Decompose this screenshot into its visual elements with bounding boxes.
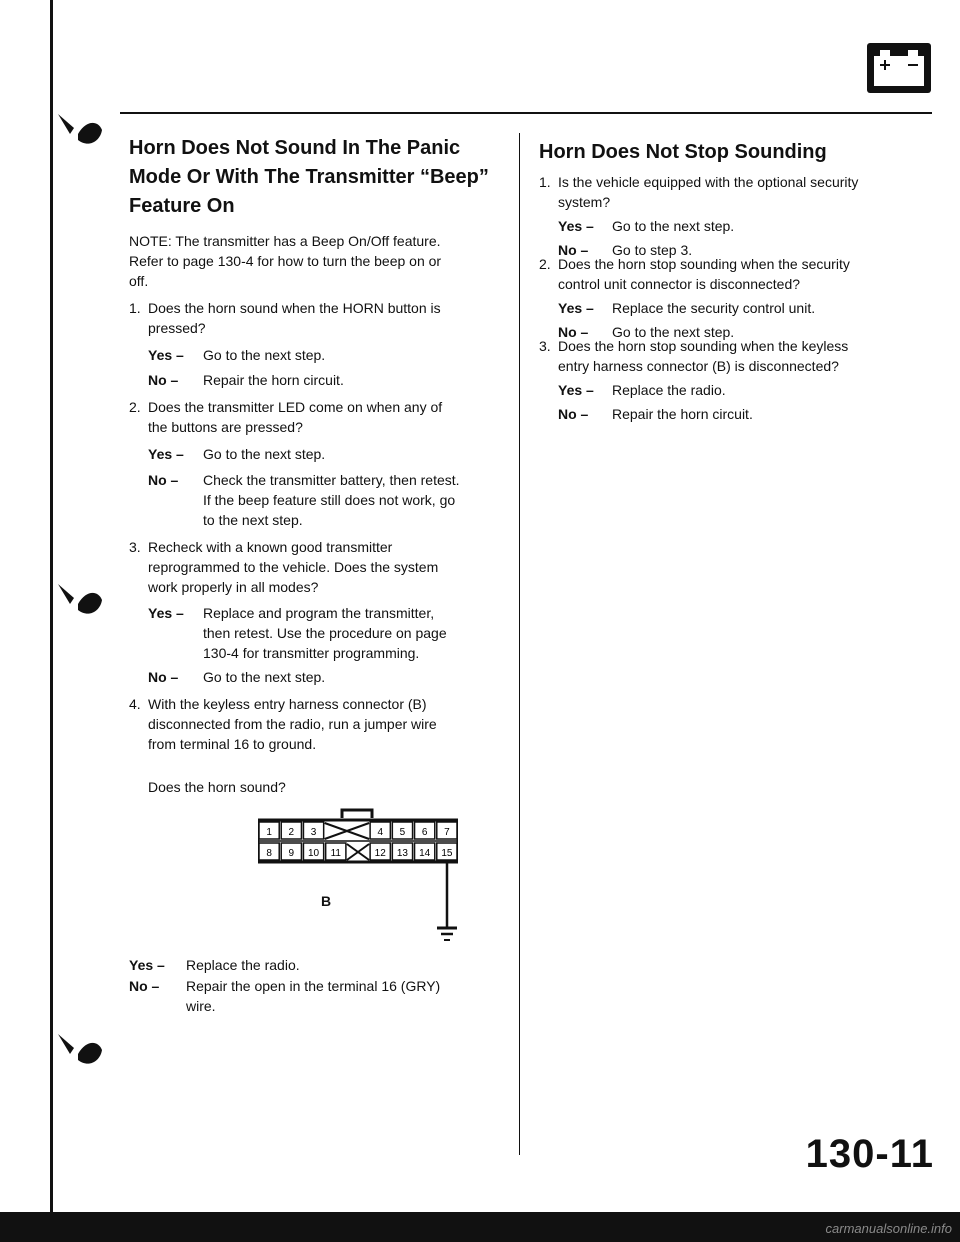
- step-number: 1.: [539, 174, 551, 190]
- step-text: disconnected from the radio, run a jumper wire: [148, 716, 437, 732]
- no-label: No –: [129, 978, 160, 994]
- step-text: Recheck with a known good transmitter: [148, 539, 393, 555]
- connector-pin: [370, 843, 390, 860]
- connector-pin: [326, 843, 346, 860]
- connector-pin: [259, 843, 279, 860]
- left-title-line-1: Horn Does Not Sound In The Panic: [129, 137, 461, 159]
- section-tab-marker: [56, 582, 106, 622]
- connector-diagram: [258, 808, 458, 973]
- connector-pin-number: 3: [310, 827, 317, 838]
- no-action: wire.: [186, 998, 216, 1014]
- connector-pin-number: 9: [288, 848, 295, 859]
- connector-pin: [415, 843, 435, 860]
- connector-pin: [392, 843, 412, 860]
- section-tab-marker: [56, 1032, 106, 1072]
- yes-action: Go to the next step.: [203, 446, 326, 462]
- no-action: Go to the next step.: [203, 669, 326, 685]
- step-number: 1.: [129, 300, 141, 316]
- step-text: reprogrammed to the vehicle. Does the system: [148, 559, 439, 575]
- connector-pin: [437, 822, 457, 839]
- no-action: Go to step 3.: [612, 242, 693, 258]
- step-text: Does the horn stop sounding when the keyless: [558, 338, 849, 354]
- no-label: No –: [148, 472, 179, 488]
- watermark-text: carmanualsonline.info: [825, 1221, 952, 1236]
- step-number: 2.: [539, 256, 551, 272]
- step-text: the buttons are pressed?: [148, 419, 303, 435]
- yes-action: then retest. Use the procedure on page: [203, 625, 447, 641]
- connector-pin-number: 11: [330, 848, 341, 859]
- step-text: entry harness connector (B) is disconnected?: [558, 358, 839, 374]
- no-label: No –: [148, 669, 179, 685]
- header-rule: [120, 112, 932, 114]
- step-text: Is the vehicle equipped with the optional security: [558, 174, 859, 190]
- bottom-band: [0, 1212, 960, 1242]
- no-label: No –: [558, 406, 589, 422]
- connector-pin-number: 15: [441, 848, 453, 859]
- connector-pin-number: 1: [266, 827, 272, 838]
- yes-action: Replace the radio.: [612, 382, 726, 398]
- connector-pin-number: 14: [419, 848, 431, 859]
- no-label: No –: [148, 372, 179, 388]
- connector-pin: [392, 822, 412, 839]
- step-text: pressed?: [148, 320, 206, 336]
- yes-action: Replace and program the transmitter,: [203, 605, 435, 621]
- connector-pin: [281, 843, 301, 860]
- no-action: Repair the open in the terminal 16 (GRY): [186, 978, 441, 994]
- yes-label: Yes –: [148, 446, 184, 462]
- yes-action: Go to the next step.: [203, 347, 326, 363]
- binder-edge-line: [50, 0, 53, 1220]
- connector-pin-number: 10: [307, 848, 320, 859]
- left-title-line-2: Mode Or With The Transmitter “Beep”: [129, 166, 489, 188]
- connector-pin-number: 2: [288, 827, 295, 838]
- step-text: Does the horn sound when the HORN button is: [148, 300, 441, 316]
- connector-pin-number: 12: [374, 848, 386, 859]
- no-action: Go to the next step.: [612, 324, 735, 340]
- step-number: 2.: [129, 399, 141, 415]
- connector-pin-number: 5: [399, 827, 406, 838]
- note-line: off.: [129, 273, 149, 289]
- connector-pin-number: 13: [396, 848, 409, 859]
- step-text: Does the transmitter LED come on when any of: [148, 399, 443, 415]
- no-action: Check the transmitter battery, then retest.: [203, 472, 460, 488]
- column-divider: [519, 133, 520, 1155]
- left-title-line-3: Feature On: [129, 195, 235, 217]
- step-text: system?: [558, 194, 611, 210]
- battery-icon: [866, 42, 932, 94]
- connector-pin-number: 6: [421, 827, 428, 838]
- page-number: 130-11: [805, 1132, 934, 1176]
- yes-label: Yes –: [558, 382, 594, 398]
- yes-label: Yes –: [148, 347, 184, 363]
- yes-label: Yes –: [558, 218, 594, 234]
- yes-action: Replace the radio.: [186, 957, 300, 973]
- yes-action: Go to the next step.: [612, 218, 735, 234]
- no-action: Repair the horn circuit.: [612, 406, 753, 422]
- no-label: No –: [558, 324, 589, 340]
- step-text: work properly in all modes?: [148, 579, 319, 595]
- connector-pin-number: 7: [444, 827, 450, 838]
- connector-pin: [281, 822, 301, 839]
- step-number: 4.: [129, 696, 141, 712]
- yes-label: Yes –: [558, 300, 594, 316]
- connector-pin: [303, 843, 323, 860]
- connector-pin: [259, 822, 279, 839]
- connector-pin-number: 8: [266, 848, 272, 859]
- yes-label: Yes –: [129, 957, 165, 973]
- no-action: If the beep feature still does not work, go: [203, 492, 456, 508]
- connector-pin: [303, 822, 323, 839]
- step-number: 3.: [539, 338, 551, 354]
- yes-label: Yes –: [148, 605, 184, 621]
- section-tab-marker: [56, 112, 106, 152]
- connector-pin-number: 4: [377, 827, 384, 838]
- yes-action: Replace the security control unit.: [612, 300, 816, 316]
- no-action: Repair the horn circuit.: [203, 372, 344, 388]
- no-action: to the next step.: [203, 512, 303, 528]
- step-text: control unit connector is disconnected?: [558, 276, 801, 292]
- step-text: Does the horn stop sounding when the security: [558, 256, 850, 272]
- connector-pin: [437, 843, 457, 860]
- step-text: With the keyless entry harness connector (B): [148, 696, 427, 712]
- right-title: Horn Does Not Stop Sounding: [539, 141, 827, 163]
- step-number: 3.: [129, 539, 141, 555]
- note-line: NOTE: The transmitter has a Beep On/Off feature.: [129, 233, 441, 249]
- connector-pin: [415, 822, 435, 839]
- note-line: Refer to page 130-4 for how to turn the beep on or: [129, 253, 442, 269]
- connector-label: B: [321, 893, 332, 909]
- yes-action: 130-4 for transmitter programming.: [203, 645, 420, 661]
- step-text: from terminal 16 to ground.: [148, 736, 317, 752]
- no-label: No –: [558, 242, 589, 258]
- connector-pin: [370, 822, 390, 839]
- step-question: Does the horn sound?: [148, 779, 286, 795]
